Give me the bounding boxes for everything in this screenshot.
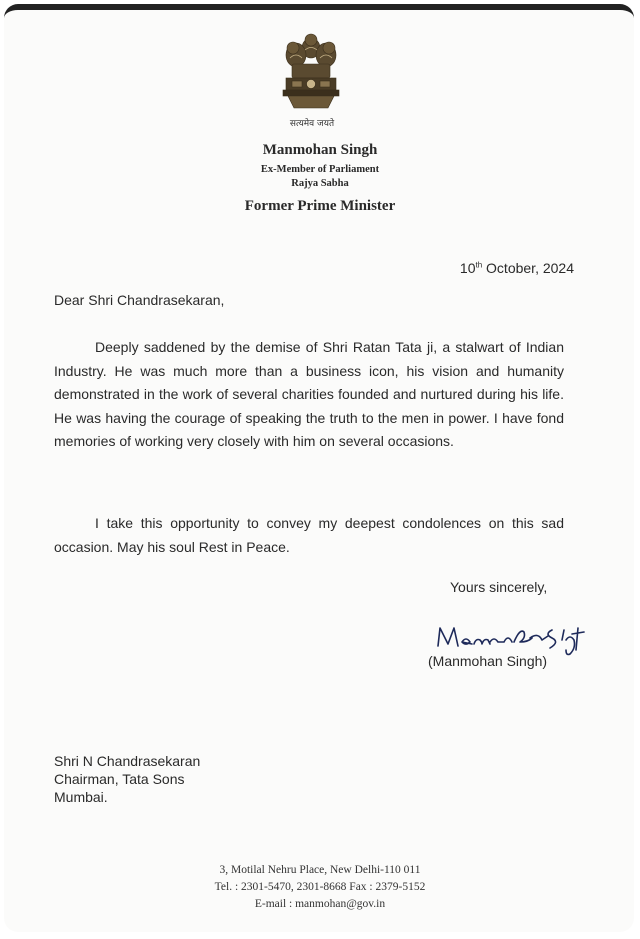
- sender-designation: Ex-Member of Parliament: [260, 164, 380, 175]
- recipient-city: Mumbai.: [54, 789, 108, 805]
- date-suffix: th: [475, 260, 483, 270]
- national-emblem-icon: [278, 28, 344, 120]
- footer-email: E-mail : manmohan@gov.in: [254, 898, 386, 910]
- signatory-name: (Manmohan Singh): [428, 653, 548, 669]
- sender-name: Manmohan Singh: [262, 142, 378, 158]
- letter-date: [460, 260, 574, 276]
- sender-role: Former Prime Minister: [244, 198, 396, 214]
- date-day: 10: [459, 260, 476, 276]
- footer-address: 3, Motilal Nehru Place, New Delhi-110 011: [219, 864, 421, 876]
- body-paragraph-2: I take this opportunity to convey my deepest condolences on this sad occasion. May his soul Rest in Peace.: [54, 515, 564, 555]
- body-paragraph-1: Deeply saddened by the demise of Shri Ratan Tata ji, a stalwart of Indian Industry. He was much more than a business icon, his vision and humanity demonstrated in the work of several charities founded and nurtured during his life. He was having the courage of speaking the truth to the men in power. I have fond memories of working very closely with him on several occasions.: [54, 339, 564, 450]
- recipient-name: Shri N Chandrasekaran: [54, 753, 201, 769]
- recipient-block: [54, 752, 200, 806]
- emblem-motto: सत्यमेव जयते: [289, 119, 335, 129]
- recipient-title: Chairman, Tata Sons: [54, 771, 185, 787]
- sender-house: Rajya Sabha: [291, 178, 349, 189]
- closing: Yours sincerely,: [450, 579, 548, 595]
- salutation: Dear Shri Chandrasekaran,: [54, 292, 225, 308]
- date-month-year: October, 2024: [482, 260, 574, 276]
- footer-phone: Tel. : 2301-5470, 2301-8668 Fax : 2379-5152: [214, 881, 426, 893]
